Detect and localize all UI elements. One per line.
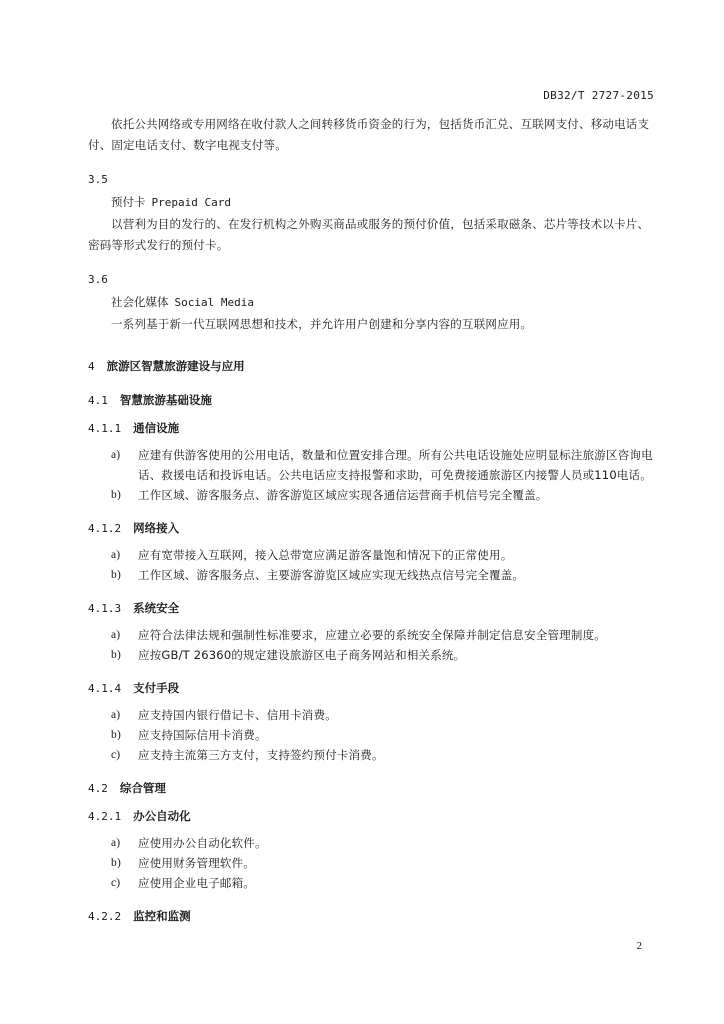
term-heading-3-5: [111, 190, 660, 214]
list-item-label: b): [111, 569, 121, 581]
section-number: 4.1.4: [88, 682, 122, 695]
list-item-text: 应支持国内银行借记卡、信用卡消费。: [138, 708, 337, 722]
term-en: Prepaid Card: [151, 196, 231, 209]
list-item: [88, 625, 660, 645]
section-heading-4-2: [88, 777, 660, 799]
section-title: 网络接入: [133, 521, 180, 535]
list-4-1-3: [88, 625, 660, 665]
section-heading-4-2-1: [88, 805, 660, 827]
section-number: 4.2: [88, 782, 108, 795]
list-item: [88, 705, 660, 725]
section-title: 支付手段: [133, 681, 180, 695]
page-number: 2: [636, 940, 642, 952]
list-item-label: b): [111, 857, 121, 869]
section-title: 综合管理: [119, 781, 166, 795]
page-content: [88, 114, 660, 927]
term-heading-3-6: [111, 290, 660, 314]
list-item: [88, 725, 660, 745]
list-item-text: 应支持国际信用卡消费。: [138, 728, 267, 742]
section-number: 4.1.3: [88, 602, 122, 615]
section-heading-4-1-1: [88, 417, 660, 439]
paragraph-continuation: 依托公共网络或专用网络在收付款人之间转移货币资金的行为，包括货币汇兑、互联网支付、移动电话支付、固定电话支付、数字电视支付等。: [88, 117, 650, 152]
list-item-text: 应支持主流第三方支付，支持签约预付卡消费。: [138, 748, 384, 762]
list-item: [88, 833, 660, 853]
list-item-label: a): [111, 549, 121, 561]
list-item: [88, 545, 660, 565]
term-definition-3-6: 一系列基于新一代互联网思想和技术，并允许用户创建和分享内容的互联网应用。: [111, 317, 533, 331]
term-number-3-6: 3.6: [88, 273, 108, 286]
list-4-1-2: [88, 545, 660, 585]
list-item: [88, 645, 660, 665]
section-heading-4-1-4: [88, 677, 660, 699]
term-definition-3-5: 以营利为目的发行的、在发行机构之外购买商品或服务的预付价值，包括采取磁条、芯片等技术以卡片、密码等形式发行的预付卡。: [88, 217, 650, 252]
list-item-label: c): [111, 877, 121, 889]
list-item-text: 工作区域、游客服务点、游客游览区域应实现各通信运营商手机信号完全覆盖。: [138, 488, 548, 502]
section-title: 办公自动化: [133, 809, 191, 823]
list-item-label: b): [111, 729, 121, 741]
list-4-2-1: [88, 833, 660, 893]
section-title: 通信设施: [133, 421, 180, 435]
list-4-1-4: [88, 705, 660, 765]
list-item-text: 应按GB/T 26360的规定建设旅游区电子商务网站和相关系统。: [138, 648, 466, 662]
list-item-label: c): [111, 749, 121, 761]
section-title: 智慧旅游基础设施: [119, 393, 212, 407]
list-item: [88, 485, 660, 505]
section-number: 4.1.1: [88, 422, 122, 435]
list-item: [88, 745, 660, 765]
term-zh: 社会化媒体: [111, 295, 169, 309]
list-item-label: a): [111, 449, 121, 461]
list-item-text: 应建有供游客使用的公用电话，数量和位置安排合理。所有公共电话设施处应明显标注旅游区咨询电话、救援电话和投诉电话。公共电话应支持报警和求助，可免费接通旅游区内接警人员或110电话。: [138, 448, 653, 482]
section-heading-4-1-2: [88, 517, 660, 539]
section-title: 系统安全: [133, 601, 180, 615]
list-item-label: b): [111, 649, 121, 661]
section-heading-4-2-2: [88, 905, 660, 927]
term-en: Social Media: [174, 296, 254, 309]
list-item: [88, 873, 660, 893]
list-item-text: 应使用财务管理软件。: [138, 856, 255, 870]
list-4-1-1: [88, 445, 660, 505]
list-item-label: a): [111, 709, 121, 721]
section-number: 4: [88, 360, 95, 373]
list-item: [88, 565, 660, 585]
section-title: 监控和监测: [133, 909, 191, 923]
list-item-label: a): [111, 837, 121, 849]
section-number: 4.2.2: [88, 910, 122, 923]
section-heading-4-1-3: [88, 597, 660, 619]
section-heading-4-1: [88, 389, 660, 411]
section-number: 4.1.2: [88, 522, 122, 535]
term-zh: 预付卡: [111, 195, 146, 209]
section-number: 4.1: [88, 394, 108, 407]
document-code-header: DB32/T 2727-2015: [543, 89, 654, 102]
list-item-text: 应使用办公自动化软件。: [138, 836, 267, 850]
list-item-text: 应有宽带接入互联网，接入总带宽应满足游客量饱和情况下的正常使用。: [138, 548, 513, 562]
section-number: 4.2.1: [88, 810, 122, 823]
list-item-text: 工作区域、游客服务点、主要游客游览区域应实现无线热点信号完全覆盖。: [138, 568, 525, 582]
section-title: 旅游区智慧旅游建设与应用: [106, 359, 245, 373]
list-item: [88, 853, 660, 873]
list-item-label: b): [111, 489, 121, 501]
section-heading-4: [88, 355, 660, 377]
list-item-label: a): [111, 629, 121, 641]
list-item-text: 应使用企业电子邮箱。: [138, 876, 255, 890]
list-item: [88, 445, 660, 485]
term-number-3-5: 3.5: [88, 173, 108, 186]
list-item-text: 应符合法律法规和强制性标准要求，应建立必要的系统安全保障并制定信息安全管理制度。: [138, 628, 606, 642]
